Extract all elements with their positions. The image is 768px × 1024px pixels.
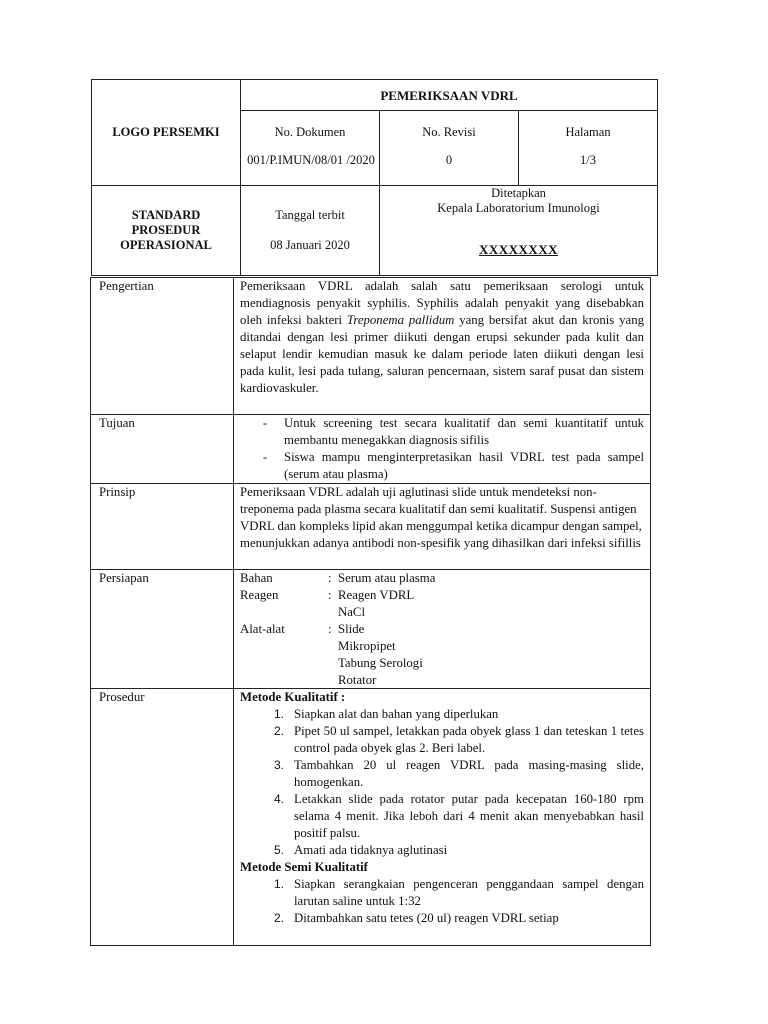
bahan-key: Bahan — [240, 571, 273, 585]
kepala-label: Kepala Laboratorium Imunologi — [437, 201, 600, 215]
tujuan-item — [234, 415, 644, 449]
tanggal-value: 08 Januari 2020 — [270, 238, 350, 252]
bahan-row — [240, 570, 644, 587]
sop-line-3: OPERASIONAL — [120, 238, 212, 252]
colon: : — [328, 571, 332, 585]
reagen-value: NaCl — [338, 605, 366, 619]
logo-placeholder: LOGO PERSEMKI — [92, 80, 241, 186]
signature-name: XXXXXXXX — [478, 242, 559, 257]
tujuan-item-text: Untuk screening test secara kualitatif dan semi kuantitatif untuk membantu menegakkan diagnosis sifilis — [284, 416, 644, 447]
step-number: 2. — [273, 724, 284, 738]
kualitatif-steps — [240, 706, 644, 859]
reagen-key: Reagen — [240, 588, 279, 602]
step-number: 1. — [273, 877, 284, 891]
row-prinsip — [91, 484, 651, 570]
tanggal-cell — [241, 186, 380, 276]
halaman-value: 1/3 — [580, 153, 596, 167]
step-number: 5. — [273, 843, 284, 857]
colon: : — [328, 588, 332, 602]
list-item — [240, 876, 644, 910]
row-tujuan — [91, 415, 651, 484]
prinsip-content — [234, 484, 651, 570]
step-number: 3. — [273, 758, 284, 772]
prinsip-label: Prinsip — [91, 484, 234, 570]
step-text: Pipet 50 ul sampel, letakkan pada obyek glass 1 dan teteskan 1 tetes control pada obyek glas 2. Beri label. — [294, 724, 644, 755]
colon: : — [328, 622, 332, 636]
pengertian-label: Pengertian — [91, 278, 234, 415]
tujuan-item-text: Siswa mampu menginterpretasikan hasil VDRL test pada sampel (serum atau plasma) — [284, 450, 644, 481]
alat-value: Slide — [338, 622, 365, 636]
approval-cell — [380, 186, 658, 276]
sop-line-1: STANDARD — [131, 208, 201, 222]
step-number: 4. — [273, 792, 284, 806]
persiapan-label: Persiapan — [91, 570, 234, 689]
tujuan-item — [234, 449, 644, 483]
persiapan-content — [234, 570, 651, 689]
halaman-cell — [519, 111, 658, 186]
alat-value: Mikropipet — [338, 639, 396, 653]
step-text: Ditambahkan satu tetes (20 ul) reagen VDRL setiap — [294, 911, 559, 925]
ditetapkan-label: Ditetapkan — [491, 186, 546, 200]
step-text: Letakkan slide pada rotator putar pada kecepatan 160-180 rpm selama 4 menit. Jika leboh dari 4 menit akan menyebabkan hasil positif palsu. — [294, 792, 644, 840]
step-text: Siapkan serangkaian pengenceran penggandaan sampel dengan larutan saline untuk 1:32 — [294, 877, 644, 908]
pengertian-italic: Treponema pallidum — [346, 313, 455, 327]
list-item — [240, 706, 644, 723]
list-item — [240, 842, 644, 859]
tanggal-label: Tanggal terbit — [275, 208, 345, 222]
sop-content-table — [90, 277, 651, 946]
row-persiapan — [91, 570, 651, 689]
reagen-value: Reagen VDRL — [338, 588, 415, 602]
prosedur-label: Prosedur — [91, 689, 234, 946]
step-text: Tambahkan 20 ul reagen VDRL pada masing-masing slide, homogenkan. — [294, 758, 644, 789]
sop-line-2: PROSEDUR — [131, 223, 201, 237]
row-prosedur — [91, 689, 651, 946]
document-title: PEMERIKSAAN VDRL — [241, 80, 658, 111]
semi-kualitatif-heading: Metode Semi Kualitatif — [240, 860, 368, 874]
alat-row — [240, 621, 644, 688]
no-dokumen-cell — [241, 111, 380, 186]
list-item — [240, 791, 644, 842]
no-revisi-value: 0 — [445, 153, 453, 167]
list-item — [240, 723, 644, 757]
no-dokumen-value: 001/P.IMUN/08/01 /2020 — [247, 153, 375, 167]
semi-kualitatif-steps — [240, 876, 644, 927]
step-text: Siapkan alat dan bahan yang diperlukan — [294, 707, 499, 721]
halaman-label: Halaman — [565, 125, 611, 139]
no-revisi-label: No. Revisi — [422, 125, 476, 139]
list-item — [240, 910, 644, 927]
no-dokumen-label: No. Dokumen — [274, 125, 346, 139]
list-item — [240, 757, 644, 791]
bahan-value: Serum atau plasma — [338, 571, 436, 585]
sop-header-table — [91, 79, 658, 276]
dash-bullet: - — [262, 416, 268, 430]
prosedur-content — [234, 689, 651, 946]
no-revisi-cell — [380, 111, 519, 186]
step-text: Amati ada tidaknya aglutinasi — [294, 843, 448, 857]
reagen-row — [240, 587, 644, 621]
row-pengertian — [91, 278, 651, 415]
prinsip-text: Pemeriksaan VDRL adalah uji aglutinasi slide untuk mendeteksi non-treponema pada plasma secara kualitatif dan semi kualitatif. Suspensi antigen VDRL dan kompleks lipid akan menggumpal ketika dicampur dengan sampel, menunjukkan adanya antibodi non-spesifik yang dihasilkan dari infeksi sifillis — [240, 485, 642, 550]
alat-key: Alat-alat — [240, 622, 285, 636]
dash-bullet: - — [262, 450, 268, 464]
step-number: 2. — [273, 911, 284, 925]
tujuan-label: Tujuan — [91, 415, 234, 484]
sop-label — [92, 186, 241, 276]
step-number: 1. — [273, 707, 284, 721]
kualitatif-heading: Metode Kualitatif : — [240, 690, 346, 704]
tujuan-content — [234, 415, 651, 484]
pengertian-text-1: Pemeriksaan VDRL adalah salah satu pemeriksaan serologi untuk mendiagnosis penyakit syphilis. Syphilis adalah penyakit yang disebabkan oleh infeksi bakteri — [240, 279, 644, 327]
alat-value: Rotator — [338, 673, 377, 687]
pengertian-text-2: yang bersifat akut dan kronis yang ditandai dengan lesi primer diikuti dengan erupsi sekunder pada kulit dan selaput lendir kemudian masuk ke dalam periode laten diikuti dengan lesi pada kulit, lesi pada tulang, saluran pencernaan, sistem saraf pusat dan sistem kardiovaskuler. — [240, 313, 644, 395]
pengertian-content — [234, 278, 651, 415]
alat-value: Tabung Serologi — [338, 656, 423, 670]
